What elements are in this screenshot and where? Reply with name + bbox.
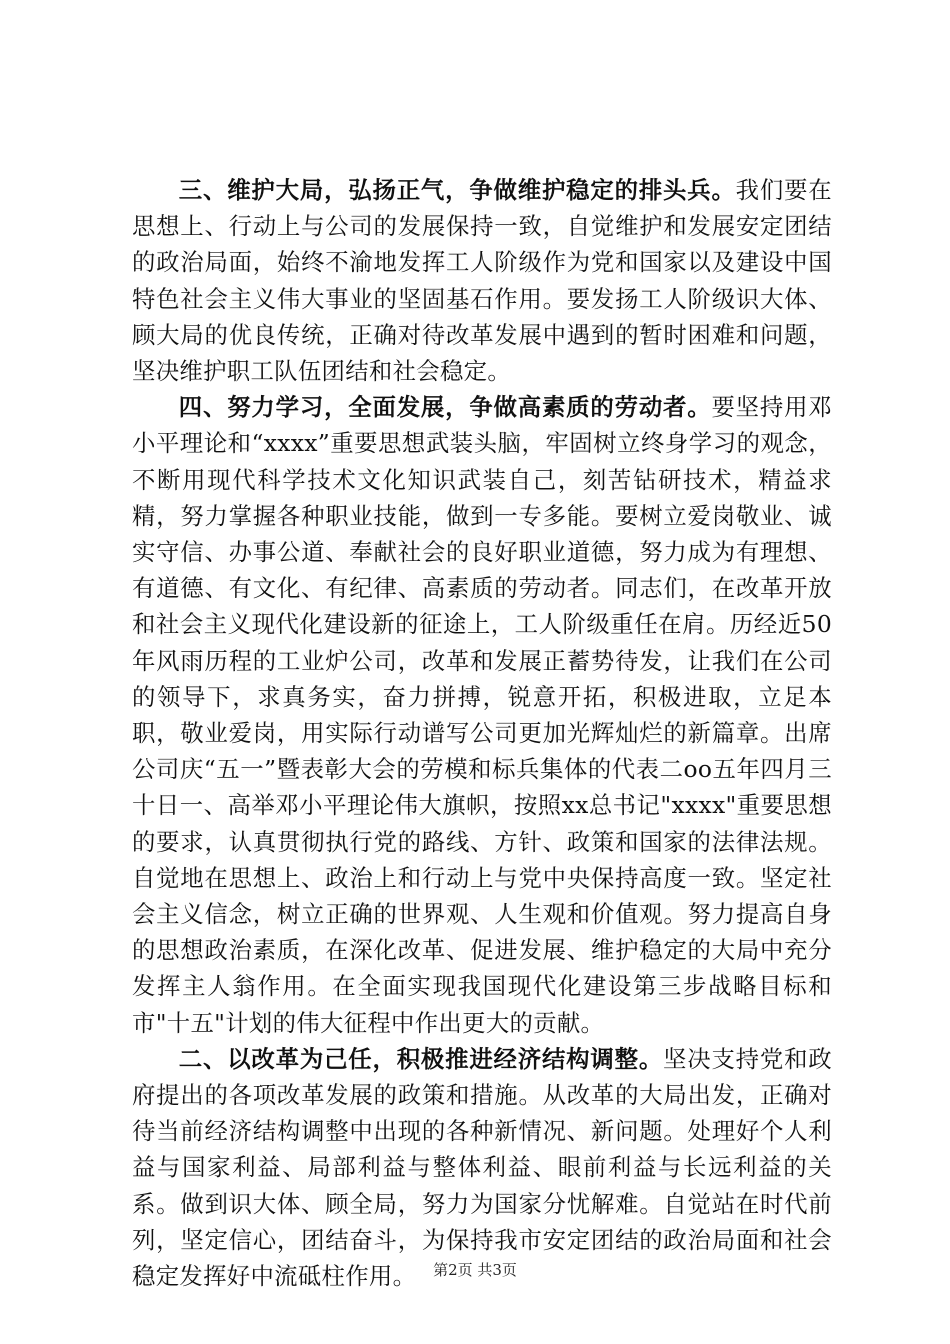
page-number-footer: 第2页 共3页: [433, 1261, 517, 1279]
paragraph-heading: 三、维护大局，弘扬正气，争做维护稳定的排头兵。: [178, 176, 736, 204]
paragraph-four-study-hard: [132, 389, 832, 1041]
paragraph-text: 我们要在思想上、行动上与公司的发展保持一致，自觉维护和发展安定团结的政治局面，始终不渝地发挥工人阶级作为党和国家以及建设中国特色社会主义伟大事业的坚固基石作用。要发扬工人阶级识大体、顾大局的优良传统，正确对待改革发展中遇到的暂时困难和问题，坚决维护职工队伍团结和社会稳定。: [132, 176, 832, 386]
paragraph-two-reform: [132, 1041, 832, 1294]
paragraph-text: 坚决支持党和政府提出的各项改革发展的政策和措施。从改革的大局出发，正确对待当前经济结构调整中出现的各种新情况、新问题。处理好个人利益与国家利益、局部利益与整体利益、眼前利益与长远利益的关系。做到识大体、顾全局，努力为国家分忧解难。自觉站在时代前列，坚定信心，团结奋斗，为保持我市安定团结的政治局面和社会稳定发挥好中流砥柱作用。: [132, 1044, 832, 1291]
paragraph-three-maintain-stability: [132, 172, 832, 389]
paragraph-text: 要坚持用邓小平理论和“xxxx”重要思想武装头脑，牢固树立终身学习的观念，不断用现代科学技术文化知识武装自己，刻苦钻研技术，精益求精，努力掌握各种职业技能，做到一专多能。要树立爱岗敬业、诚实守信、办事公道、奉献社会的良好职业道德，努力成为有理想、有道德、有文化、有纪律、高素质的劳动者。同志们，在改革开放和社会主义现代化建设新的征途上，工人阶级重任在肩。历经近50年风雨历程的工业炉公司，改革和发展正蓄势待发，让我们在公司的领导下，求真务实，奋力拼搏，锐意开拓，积极进取，立足本职，敬业爱岗，用实际行动谱写公司更加光辉灿烂的新篇章。出席公司庆“五一”暨表彰大会的劳模和标兵集体的代表二oo五年四月三十日一、高举邓小平理论伟大旗帜，按照xx总书记"xxxx"重要思想的要求，认真贯彻执行党的路线、方针、政策和国家的法律法规。自觉地在思想上、政治上和行动上与党中央保持高度一致。坚定社会主义信念，树立正确的世界观、人生观和价值观。努力提高自身的思想政治素质，在深化改革、促进发展、维护稳定的大局中充分发挥主人翁作用。在全面实现我国现代化建设第三步战略目标和市"十五"计划的伟大征程中作出更大的贡献。: [132, 393, 832, 1037]
paragraph-heading: 二、以改革为己任，积极推进经济结构调整。: [178, 1044, 664, 1073]
document-body: [132, 172, 832, 1294]
paragraph-heading: 四、努力学习，全面发展，争做高素质的劳动者。: [178, 393, 712, 422]
